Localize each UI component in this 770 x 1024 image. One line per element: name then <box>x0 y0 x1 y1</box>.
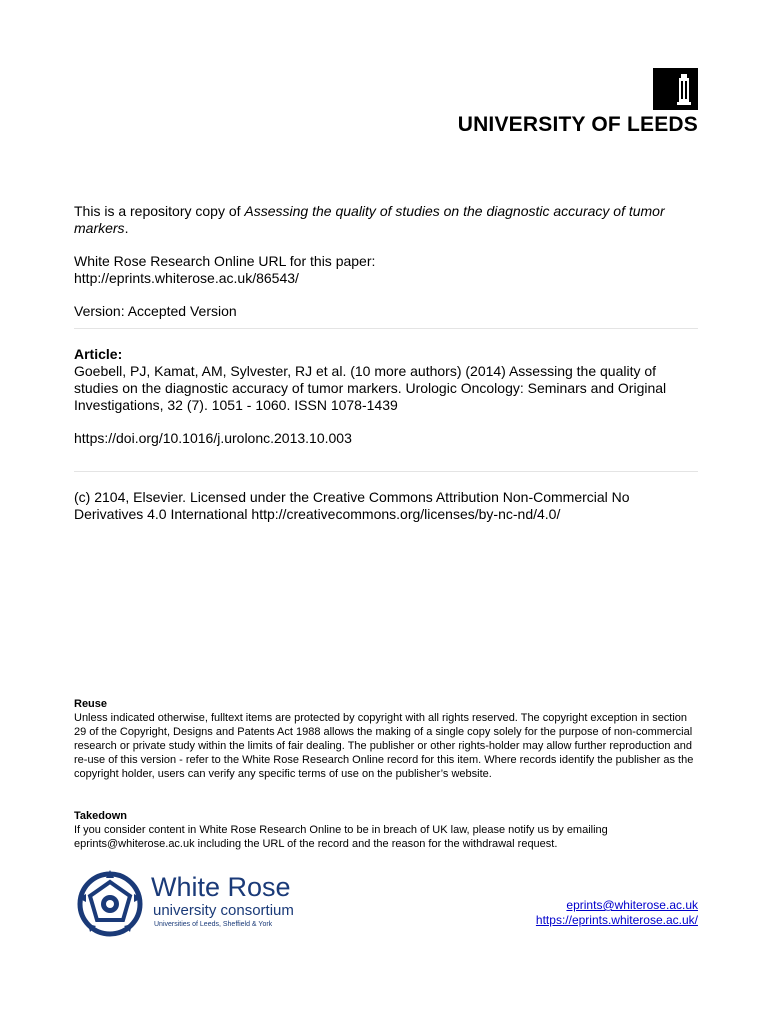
intro-prefix: This is a repository copy of <box>74 203 245 219</box>
website-link[interactable]: https://eprints.whiterose.ac.uk/ <box>535 913 698 927</box>
divider <box>74 328 698 329</box>
takedown-text: If you consider content in White Rose Research Online to be in breach of UK law, please notify us by emailing eprints@whiterose.ac.uk including the URL of the record and the reason for the withdrawal request. <box>74 824 608 850</box>
repository-intro <box>74 203 698 237</box>
article-heading: Article: <box>74 346 123 362</box>
divider <box>74 471 698 472</box>
version-text: Version: Accepted Version <box>74 303 237 319</box>
takedown-heading: Takedown <box>74 810 127 822</box>
article-block <box>74 346 698 414</box>
university-logo <box>438 68 698 138</box>
intro-suffix: . <box>124 220 129 236</box>
white-rose-emblem-icon <box>74 868 146 938</box>
paper-title: Assessing the quality of studies on the diagnostic accuracy of tumor markers <box>74 203 665 236</box>
parkinson-tower-icon <box>653 68 698 113</box>
white-rose-universities: Universities of Leeds, Sheffield & York <box>154 921 273 928</box>
article-citation: Goebell, PJ, Kamat, AM, Sylvester, RJ et al. (10 more authors) (2014) Assessing the quality of studies on the diagnostic accuracy of tumor markers. Urologic Oncology: Seminars and Original Investigations, 32 (7). 1051 - 1060. ISSN 1078-1439 <box>74 363 667 413</box>
repository-url-block <box>74 253 698 287</box>
reuse-text: Unless indicated otherwise, fulltext items are protected by copyright with all rights reserved. The copyright exception in section 29 of the Copyright, Designs and Patents Act 1988 allows the making of a single copy solely for the purpose of non-commercial research or private study within the limits of fair dealing. The publisher or other rights-holder may allow further reproduction and re-use of this version - refer to the White Rose Research Online record for this item. Where records identify the publisher as the copyright holder, users can verify any specific terms of use on the publisher’s website. <box>74 712 694 780</box>
license-text: (c) 2104, Elsevier. Licensed under the Creative Commons Attribution Non-Commercial No Derivatives 4.0 International http://creativecommons.org/licenses/by-nc-nd/4.0/ <box>74 489 630 522</box>
email-link[interactable]: eprints@whiterose.ac.uk <box>566 898 698 912</box>
university-name: UNIVERSITY OF LEEDS <box>457 113 698 136</box>
white-rose-title: White Rose <box>151 872 291 902</box>
url-label: White Rose Research Online URL for this paper: <box>74 253 376 269</box>
doi-link[interactable]: https://doi.org/10.1016/j.urolonc.2013.10.003 <box>74 430 352 446</box>
contact-links <box>536 898 698 928</box>
reuse-section <box>74 697 698 781</box>
white-rose-subtitle: university consortium <box>153 902 294 919</box>
repository-url[interactable]: http://eprints.whiterose.ac.uk/86543/ <box>74 270 299 286</box>
takedown-section <box>74 809 698 851</box>
reuse-heading: Reuse <box>74 698 108 710</box>
white-rose-logo <box>74 868 314 938</box>
